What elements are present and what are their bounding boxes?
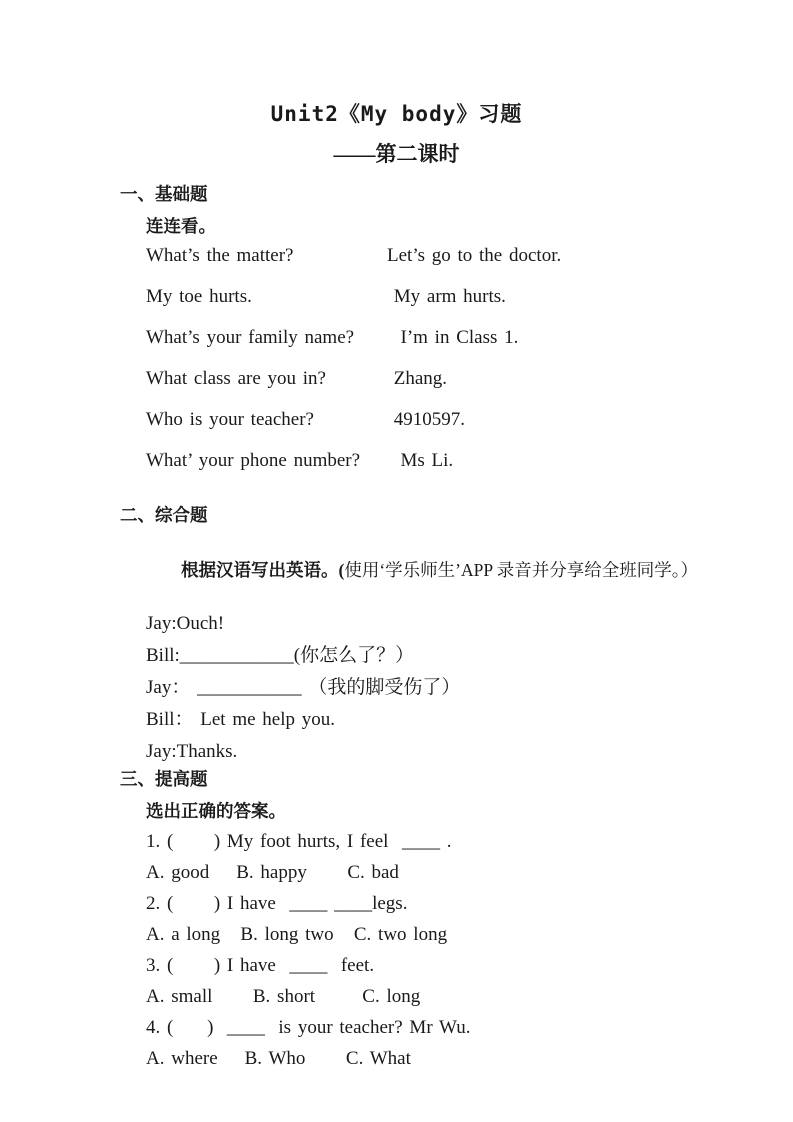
choice-item — [146, 893, 733, 946]
section-comprehensive — [120, 505, 733, 763]
question-line: 4. ( ) ____ is your teacher? Mr Wu. — [146, 1017, 471, 1038]
dialogue-line-with-blank: Jay： ___________ （我的脚受伤了） — [146, 677, 461, 698]
section-basic — [120, 184, 733, 472]
matching-answer: Zhang. — [387, 368, 448, 389]
dialogue-line: Bill： Let me help you. — [146, 709, 336, 730]
question-line: 2. ( ) I have ____ ____legs. — [146, 893, 408, 914]
advanced-instruction: 选出正确的答案。 — [146, 801, 286, 821]
instruction-rest-part: 使用‘学乐师生’APP 录音并分享给全班同学。） — [344, 560, 699, 580]
matching-answer: Ms Li. — [387, 450, 454, 471]
instruction-bold-part: 根据汉语写出英语。( — [181, 560, 345, 580]
page-subtitle: ——第二课时 — [333, 142, 460, 166]
matching-answer: I’m in Class 1. — [387, 327, 519, 348]
worksheet-content — [0, 185, 793, 1070]
matching-row — [146, 286, 733, 308]
matching-question: Who is your teacher? — [146, 409, 314, 430]
options-line: A. where B. Who C. What — [146, 1048, 411, 1069]
options-line: A. good B. happy C. bad — [146, 862, 399, 883]
section-basic-heading: 一、基础题 — [120, 184, 208, 204]
comprehensive-instruction — [146, 537, 733, 603]
matching-question: What’s your family name? — [146, 327, 355, 348]
section-comprehensive-heading: 二、综合题 — [120, 505, 208, 525]
matching-row — [146, 368, 733, 390]
dialogue-line: Jay:Ouch! — [146, 613, 225, 634]
matching-answer: Let’s go to the doctor. — [387, 245, 562, 266]
matching-row — [146, 245, 733, 267]
options-line: A. small B. short C. long — [146, 986, 421, 1007]
options-line: A. a long B. long two C. two long — [146, 924, 448, 945]
matching-question: What class are you in? — [146, 368, 326, 389]
choice-item — [146, 1017, 733, 1070]
matching-instruction: 连连看。 — [146, 216, 216, 236]
matching-row — [146, 450, 733, 472]
matching-answer: 4910597. — [387, 409, 465, 430]
question-line: 1. ( ) My foot hurts, I feel ____ . — [146, 831, 452, 852]
matching-question: What’ your phone number? — [146, 450, 361, 471]
section-advanced-heading: 三、提高题 — [120, 769, 208, 789]
choice-item — [146, 955, 733, 1008]
page-title: Unit2《My body》习题 — [270, 102, 523, 126]
question-line: 3. ( ) I have ____ feet. — [146, 955, 375, 976]
matching-question: My toe hurts. — [146, 286, 252, 307]
choice-item — [146, 831, 733, 884]
matching-row — [146, 409, 733, 431]
dialogue-line: Jay:Thanks. — [146, 741, 238, 762]
matching-question: What’s the matter? — [146, 245, 294, 266]
matching-row — [146, 327, 733, 349]
dialogue-line-with-blank: Bill:____________(你怎么了？） — [146, 645, 415, 666]
section-advanced — [120, 769, 733, 1070]
matching-answer: My arm hurts. — [387, 286, 506, 307]
